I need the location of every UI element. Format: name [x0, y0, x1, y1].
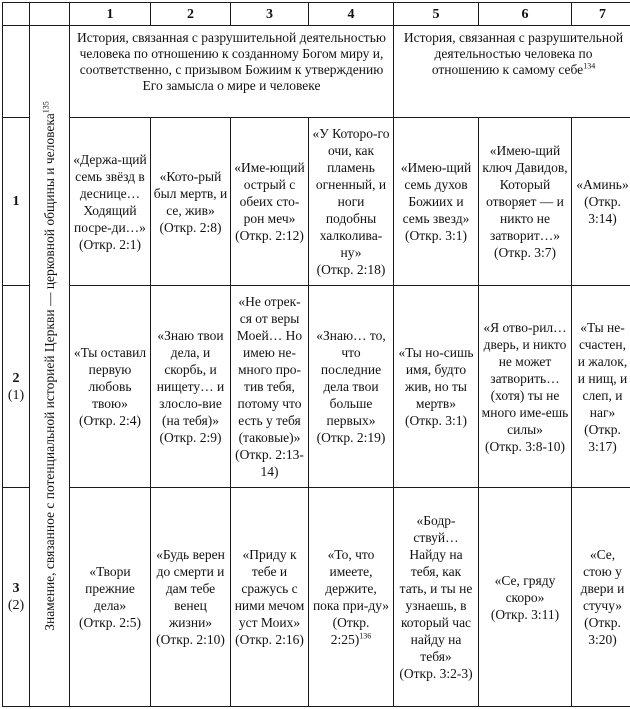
header-left: История, связанная с разрушительной деятельностью человека по отношению к созданному Богом миру и, соответственно, с призывом Божиим к утверждению Его замысла о мире и человеке: [70, 26, 394, 118]
column-number: 3: [231, 3, 309, 26]
table-cell: «Я отво-рил… дверь, и никто не может затворить… (хотя) ты не много име-ешь силы» (Откр. 3:8-10): [479, 286, 572, 488]
table-cell: «Имею-щий семь духов Божиих и семь звезд» (Откр. 3:1): [394, 118, 479, 286]
vertical-label: Знамение, связанное с потенциальной историей Церкви — церковной общины и человека$^{135}$: [41, 101, 57, 631]
table-cell: «Се, стою у двери и стучу» (Откр. 3:20): [572, 488, 630, 707]
comparison-table: [2, 2, 630, 707]
table-row: [3, 488, 630, 707]
footnote-mark: 136: [359, 631, 372, 641]
table-row: [3, 118, 630, 286]
header-row: [3, 26, 630, 118]
row-number: 2 (1): [3, 286, 30, 488]
table-cell: «Знаю твои дела, и скорбь, и нищету… и злосло-вие (на тебя)» (Откр. 2:9): [151, 286, 231, 488]
table-cell: «Бодр-ствуй… Найду на тебя, как тать, и ты не узнаешь, в который час найду на тебя» (Откр. 3:2-3): [394, 488, 479, 707]
footnote-mark: 135: [41, 101, 50, 114]
column-number: 5: [394, 3, 479, 26]
table-row: [3, 286, 630, 488]
table-cell: «Приду к тебе и сражусь с ними мечом уст Моих» (Откр. 2:16): [231, 488, 309, 707]
header-empty-cell: [3, 26, 30, 118]
table-cell: «Се, гряду скоро» (Откр. 3:11): [479, 488, 572, 707]
table-cell: «Кото-рый был мертв, и се, жив» (Откр. 2:8): [151, 118, 231, 286]
table-cell: «У Которо-го очи, как пламень огненный, и ноги подобны халколива-ну» (Откр. 2:18): [309, 118, 394, 286]
header-right: История, связанная с разрушительной деятельностью человека по отношению к самому себе$^{134}$: [394, 26, 630, 118]
table-cell: «Ты но-сишь имя, будто жив, но ты мертв» (Откр. 3:1): [394, 286, 479, 488]
corner-cell-2: [30, 3, 70, 26]
table-cell: «Держа-щий семь звёзд в деснице… Ходящий посре-ди…» (Откр. 2:1): [70, 118, 151, 286]
column-number: 1: [70, 3, 151, 26]
column-number: 2: [151, 3, 231, 26]
table-cell: «Име-ющий острый с обеих сто-рон меч» (Откр. 2:12): [231, 118, 309, 286]
table-cell: «Твори прежние дела» (Откр. 2:5): [70, 488, 151, 707]
table-cell: «Ты не-счастен, и жалок, и нищ, и слеп, и наг» (Откр. 3:17): [572, 286, 630, 488]
column-number: 7: [572, 3, 630, 26]
table-cell: «Ты оставил первую любовь твою» (Откр. 2:4): [70, 286, 151, 488]
row-number: 3 (2): [3, 488, 30, 707]
table-cell: «То, что имеете, держите, пока при-ду» (Откр. 2:25)$^{136}$: [309, 488, 394, 707]
column-number: 6: [479, 3, 572, 26]
table-cell: «Имею-щий ключ Давидов, Который отворяет — и никто не затворит…» (Откр. 3:7): [479, 118, 572, 286]
corner-cell: [3, 3, 30, 26]
column-number-row: [3, 3, 630, 26]
footnote-mark: 134: [583, 61, 596, 71]
table-cell: «Не отрек-ся от веры Моей… Но имею не-много про-тив тебя, потому что есть у тебя (таковые)» (Откр. 2:13-14): [231, 286, 309, 488]
table-cell: «Аминь» (Откр. 3:14): [572, 118, 630, 286]
row-number: 1: [3, 118, 30, 286]
table-cell: «Знаю… то, что последние дела твои больше первых» (Откр. 2:19): [309, 286, 394, 488]
table-cell: «Будь верен до смерти и дам тебе венец жизни» (Откр. 2:10): [151, 488, 231, 707]
column-number: 4: [309, 3, 394, 26]
vertical-label-cell: [30, 26, 70, 707]
